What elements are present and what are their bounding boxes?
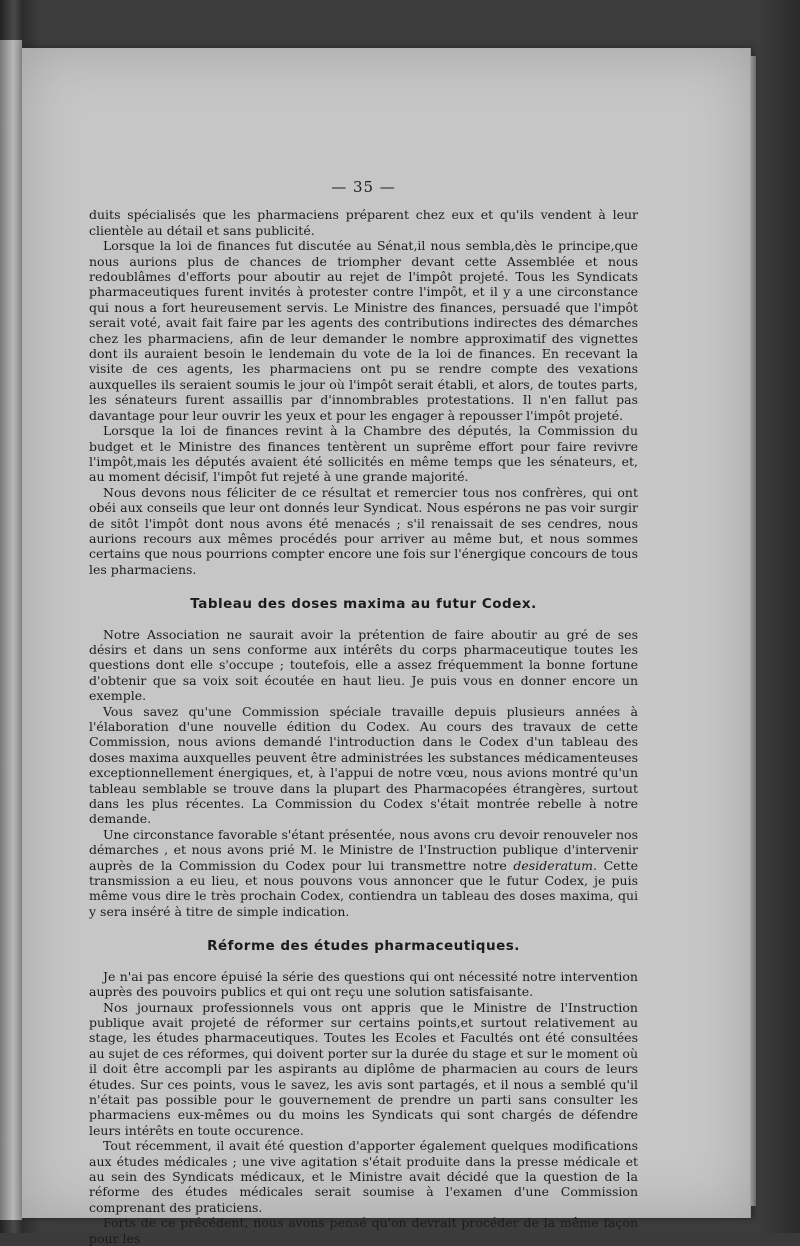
page-number: — 35 —	[331, 178, 396, 196]
section-heading-reforme: Réforme des études pharmaceutiques.	[207, 938, 520, 955]
italic-term: desideratum	[513, 857, 593, 873]
paragraph: Je n'ai pas encore épuisé la série des questions qui ont nécessité notre intervention auprès des pouvoirs publics et qui ont reçu une solution satisfaisante.	[89, 968, 638, 1000]
paragraph: Tout récemment, il avait été question d'apporter également quelques modifications aux études médicales ; une vive agitation s'était produite dans la presse médicale et au sein des Syndicats médicaux, et le Ministre avait décidé que la question de la réforme des études médicales serait soumise à l'examen d'une Commission comprenant des praticiens.	[89, 1138, 638, 1215]
page-content	[89, 180, 638, 1246]
left-page-edge	[0, 40, 22, 1220]
paragraph: Vous savez qu'une Commission spéciale travaille depuis plusieurs années à l'élaboration d'une nouvelle édition du Codex. Au cours des travaux de cette Commission, nous avions demandé l'introduction dans le Codex d'un tableau des doses maxima auxquelles peuvent être administrées les substances médicamenteuses exceptionnellement énergiques, et, à l'appui de notre vœu, nous avions montré qu'un tableau semblable se trouve dans la plupart des Pharmacopées étrangères, surtout dans les plus récentes. La Commission du Codex s'était montrée rebelle à notre demande.	[89, 703, 638, 827]
paragraph: Lorsque la loi de finances revint à la Chambre des députés, la Commission du budget et le Ministre des finances tentèrent un suprême effort pour faire revivre l'impôt,mais les députés avaient été sollicités en même temps que les sénateurs, et, au moment décisif, l'impôt fut rejeté à une grande majorité.	[89, 423, 638, 485]
section-heading-doses: Tableau des doses maxima au futur Codex.	[190, 596, 537, 613]
paragraph: Nous devons nous féliciter de ce résultat et remercier tous nos confrères, qui ont obéi aux conseils que leur ont donnés leur Syndicat. Nous espérons ne pas voir surgir de sitôt l'impôt dont nous avons été menacés ; s'il renaissait de ses cendres, nous aurions recours aux mêmes procédés pour arriver au même but, et nous sommes certains que nous pourrions compter encore une fois sur l'énergique concours de tous les pharmaciens.	[89, 484, 638, 577]
paragraph: Nos journaux professionnels vous ont appris que le Ministre de l'Instruction publique avait projeté de réformer sur certains points,et surtout relativement au stage, les études pharmaceutiques. Toutes les Ecoles et Facultés ont été consultées au sujet de ces réformes, qui doivent porter sur la durée du stage et sur le moment où il doit être accompli par les aspirants au diplôme de pharmacien au cours de leurs études. Sur ces points, vous le savez, les avis sont partagés, et il nous a semblé qu'il n'était pas possible pour le gouvernement de prendre un parti sans consulter les pharmaciens eux-mêmes ou du moins les Syndicats qui sont chargés de défendre leurs intérêts en toute occurence.	[89, 999, 638, 1138]
paragraph	[89, 827, 638, 919]
text-span: Une circonstance favorable s'étant présentée, nous avons cru devoir renouveler nos démarches , et nous avons prié M. le Ministre de l'Instruction publique d'intervenir auprès de la Commission du Codex pour lui transmettre notre	[89, 826, 638, 873]
paragraph: Forts de ce précédent, nous avons pensé qu'on devrait procéder de la même façon pour les	[89, 1215, 638, 1246]
paragraph: Notre Association ne saurait avoir la prétention de faire aboutir au gré de ses désirs et dans un sens conforme aux intérêts du corps pharmaceutique toutes les questions dont elle s'occupe ; toutefois, elle a assez fréquemment la bonne fortune d'obtenir que sa voix soit écoutée en haut lieu. Je puis vous en donner encore un exemple.	[89, 626, 638, 704]
paragraph: Lorsque la loi de finances fut discutée au Sénat,il nous sembla,dès le principe,que nous aurions plus de chances de triompher devant cette Assemblée et nous redoublâmes d'efforts pour aboutir au rejet de l'impôt projeté. Tous les Syndicats pharmaceutiques furent invités à protester contre l'impôt, et il y a une circonstance qui nous a fort heureusement servis. Le Ministre des finances, persuadé que l'impôt serait voté, avait fait faire par les agents des contributions indirectes des démarches chez les pharmaciens, afin de leur demander le nombre approximatif des vignettes dont ils auraient besoin le lendemain du vote de la loi de finances. En recevant la visite de ces agents, les pharmaciens ont pu se rendre compte des vexations auxquelles ils seraient soumis le jour où l'impôt serait établi, et alors, de toutes parts, les sénateurs furent assaillis par d'innombrables protestations. Il n'en fallut pas davantage pour leur ouvrir les yeux et pour les engager à repousser l'impôt projeté.	[89, 238, 638, 423]
intro-paragraph: duits spécialisés que les pharmaciens préparent chez eux et qu'ils vendent à leur clientèle au détail et sans publicité.	[89, 207, 638, 238]
right-page-edge	[750, 56, 756, 1206]
text-span: . Cette transmission a eu lieu, et nous pouvons vous annoncer que le futur Codex, je puis même vous dire le très prochain Codex, contiendra un tableau des doses maxima, qui y sera inséré à titre de simple indication.	[89, 857, 638, 919]
